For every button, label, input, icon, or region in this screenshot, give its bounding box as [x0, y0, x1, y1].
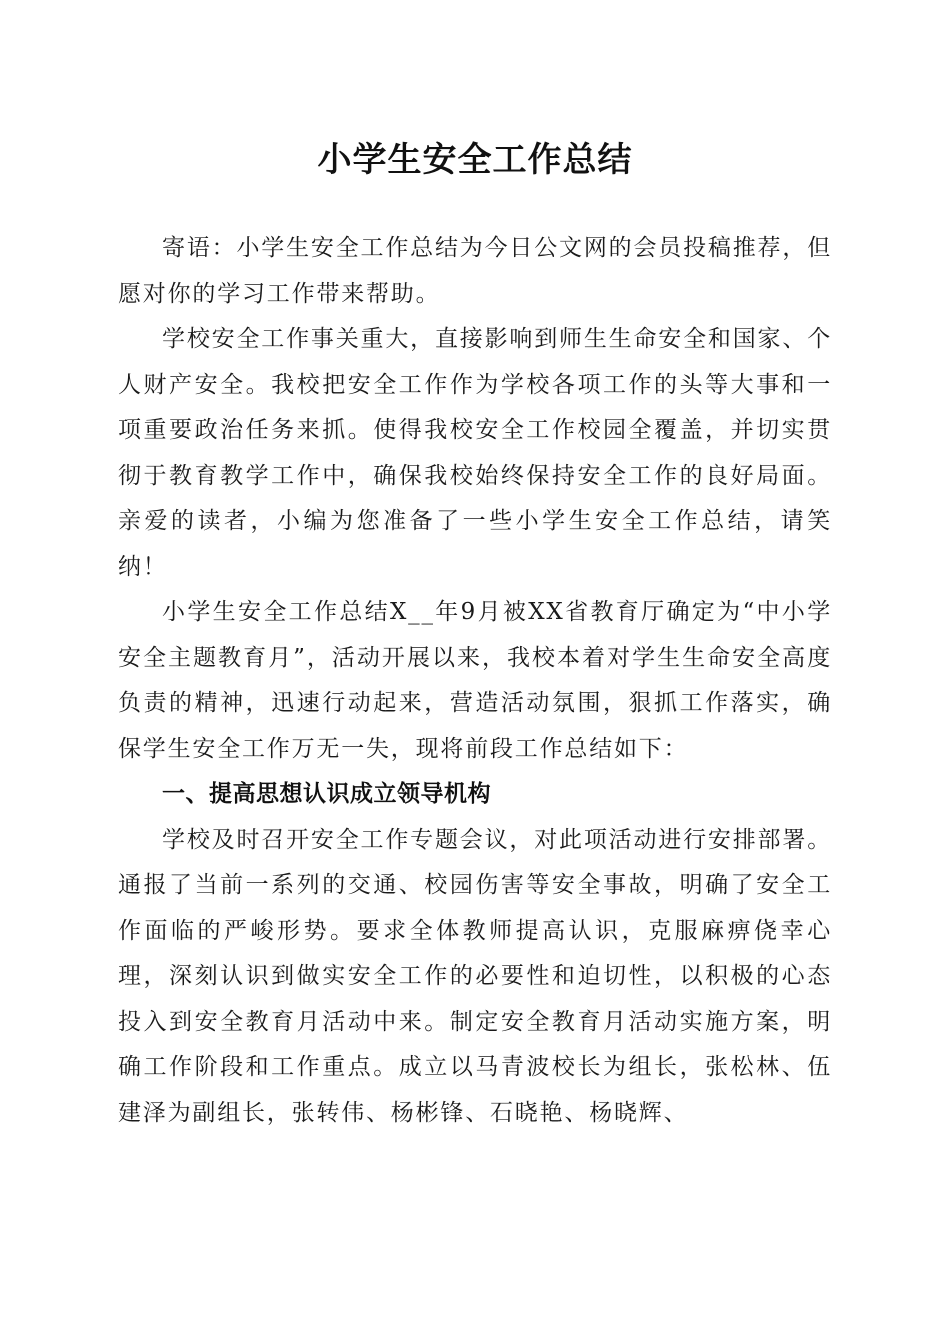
- intro-paragraph: 学校安全工作事关重大，直接影响到师生生命安全和国家、个人财产安全。我校把安全工作作为学校各项工作的头等大事和一项重要政治任务来抓。使得我校安全工作校园全覆盖，并切实贯彻于教育教学工作中，确保我校始终保持安全工作的良好局面。亲爱的读者，小编为您准备了一些小学生安全工作总结，请笑纳！: [118, 326, 832, 580]
- section-heading: 一、提高思想认识成立领导机构: [162, 781, 491, 807]
- section-paragraph: 学校及时召开安全工作专题会议，对此项活动进行安排部署。通报了当前一系列的交通、校园伤害等安全事故，明确了安全工作面临的严峻形势。要求全体教师提高认识，克服麻痹侥幸心理，深刻认识到做实安全工作的必要性和迫切性，以积极的心态投入到安全教育月活动中来。制定安全教育月活动实施方案，明确工作阶段和工作重点。成立以马青波校长为组长，张松林、伍建泽为副组长，张转伟、杨彬锋、石晓艳、杨晓辉、: [118, 826, 832, 1126]
- document-body: [118, 226, 832, 1136]
- summary-paragraph: 小学生安全工作总结X__年9月被XX省教育厅确定为“中小学安全主题教育月”，活动开展以来，我校本着对学生生命安全高度负责的精神，迅速行动起来，营造活动氛围，狠抓工作落实，确保学生安全工作万无一失，现将前段工作总结如下：: [118, 599, 832, 762]
- document-title: 小学生安全工作总结: [317, 140, 633, 180]
- foreword-paragraph: 寄语：小学生安全工作总结为今日公文网的会员投稿推荐，但愿对你的学习工作带来帮助。: [118, 235, 832, 307]
